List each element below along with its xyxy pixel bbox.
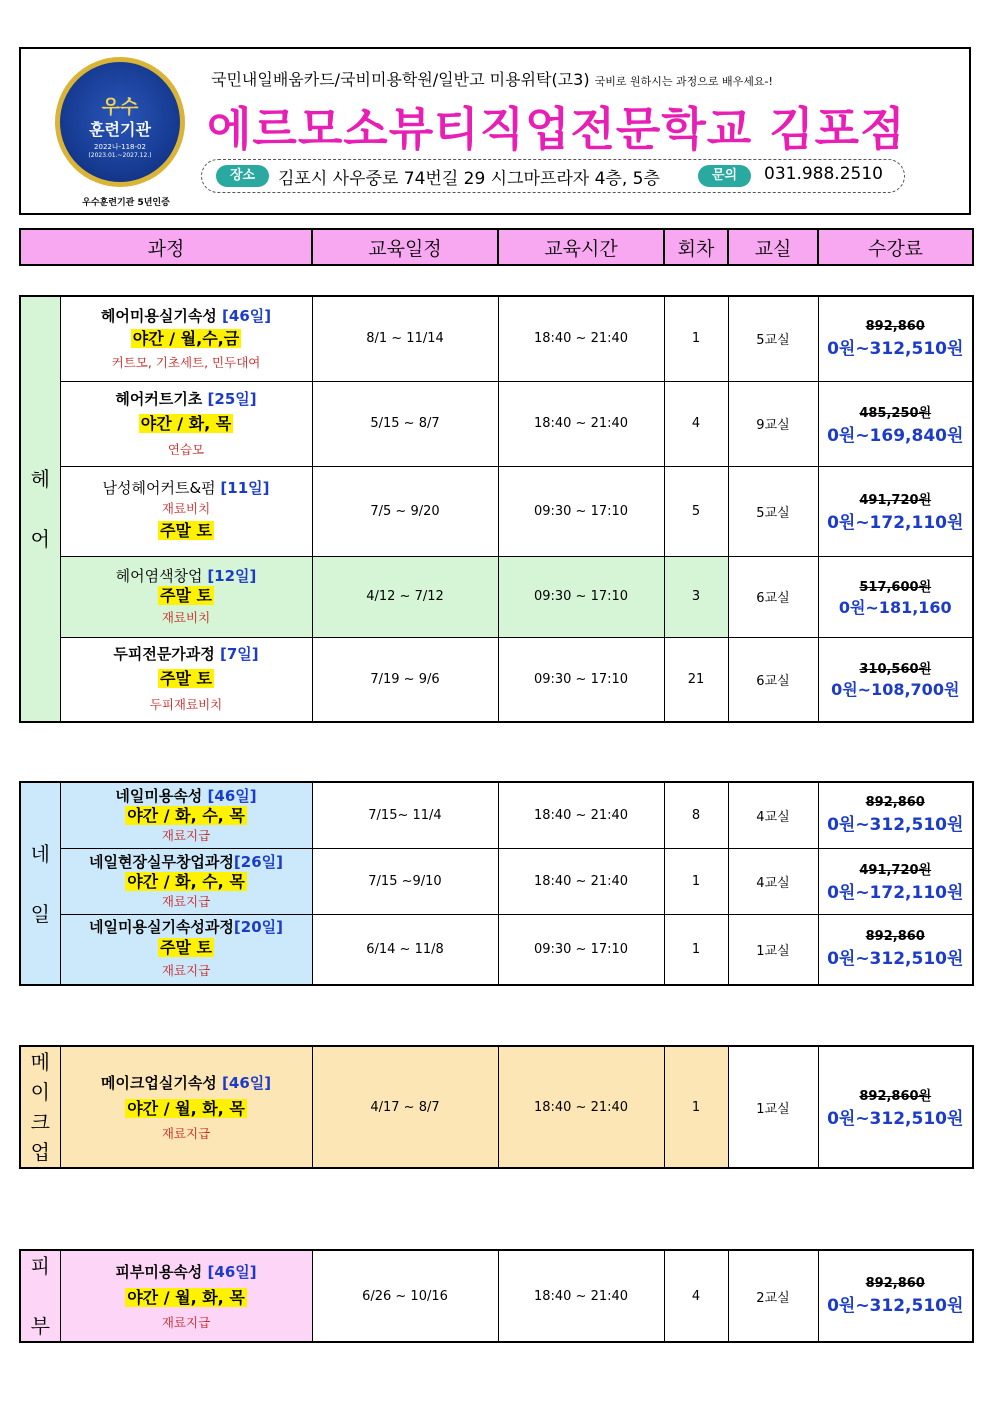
course-days: [46일] <box>207 787 257 806</box>
course-cell <box>60 782 312 848</box>
category-char: 업 <box>30 1140 50 1164</box>
category-hair <box>20 296 60 722</box>
fee-cell <box>818 296 973 381</box>
school-name: 에르모소뷰티직업전문학교 김포점 <box>207 102 906 156</box>
round: 1 <box>664 848 728 914</box>
section-nail <box>19 781 974 986</box>
category-nail <box>20 782 60 985</box>
fee: 0원~181,160 <box>838 597 952 617</box>
time: 18:40 ~ 21:40 <box>498 381 664 466</box>
category-skin <box>20 1250 60 1342</box>
course-note: 재료비치 <box>161 501 211 516</box>
time: 09:30 ~ 17:10 <box>498 914 664 985</box>
period: 7/19 ~ 9/6 <box>312 637 498 722</box>
fee-cell <box>818 1046 973 1168</box>
original-fee: 517,600원 <box>859 579 932 595</box>
section-skin <box>19 1249 974 1343</box>
seal-code: 2022나-118-02 <box>94 143 146 151</box>
tagline-small: 국비로 원하시는 과정으로 배우세요-! <box>594 75 773 88</box>
course-note: 재료지급 <box>161 963 211 979</box>
original-fee: 892,860 <box>865 318 925 334</box>
period: 6/14 ~ 11/8 <box>312 914 498 985</box>
fee-cell <box>818 848 973 914</box>
course-schedule: 야간 / 월,수,금 <box>132 328 240 348</box>
fee: 0원~169,840원 <box>827 425 964 446</box>
room: 4교실 <box>728 782 818 848</box>
original-fee: 892,860 <box>865 1276 925 1291</box>
excellent-training-seal-icon <box>55 57 185 187</box>
course-name: 남성헤어커트&펌 <box>102 479 216 497</box>
section-hair <box>19 295 974 723</box>
original-fee: 892,860 <box>865 795 925 811</box>
table-row[interactable] <box>20 1046 973 1168</box>
original-fee: 310,560원 <box>859 662 932 678</box>
course-name: 메이크업실기속성 <box>100 1074 217 1092</box>
period: 4/12 ~ 7/12 <box>312 556 498 637</box>
fee: 0원~108,700원 <box>831 680 960 700</box>
time: 18:40 ~ 21:40 <box>498 1046 664 1168</box>
table-row[interactable] <box>20 466 973 556</box>
time: 18:40 ~ 21:40 <box>498 296 664 381</box>
category-char: 네 <box>30 841 50 866</box>
time: 18:40 ~ 21:40 <box>498 848 664 914</box>
contact-pill: 문의 <box>698 165 751 187</box>
fee: 0원~312,510원 <box>827 1296 964 1316</box>
header-course: 과정 <box>20 229 312 265</box>
course-schedule: 야간 / 월, 화, 목 <box>127 1288 245 1307</box>
seal-caption: 우수훈련기관 5년인증 <box>82 198 170 208</box>
fee-cell <box>818 466 973 556</box>
location-pill: 장소 <box>216 165 269 187</box>
course-name: 두피전문가과정 <box>113 645 215 664</box>
period: 7/15~ 11/4 <box>312 782 498 848</box>
seal-top-text: 우수 <box>101 96 139 118</box>
time: 18:40 ~ 21:40 <box>498 782 664 848</box>
category-char: 부 <box>30 1314 50 1338</box>
period: 7/5 ~ 9/20 <box>312 466 498 556</box>
course-schedule: 야간 / 화, 수, 목 <box>127 872 245 891</box>
course-name: 피부미용속성 <box>115 1263 203 1281</box>
category-char: 일 <box>30 901 50 926</box>
period: 8/1 ~ 11/14 <box>312 296 498 381</box>
room: 1교실 <box>728 1046 818 1168</box>
category-char: 피 <box>30 1254 50 1278</box>
fee-cell <box>818 782 973 848</box>
round: 8 <box>664 782 728 848</box>
fee: 0원~312,510원 <box>827 1109 964 1129</box>
course-name: 헤어미용실기속성 <box>100 306 217 325</box>
category-char: 이 <box>30 1080 50 1104</box>
fee: 0원~172,110원 <box>827 513 964 533</box>
course-note: 재료지급 <box>161 894 211 909</box>
course-cell <box>60 637 312 722</box>
table-row[interactable] <box>20 848 973 914</box>
seal-main-text: 훈련기관 <box>89 120 151 139</box>
course-name: 네일미용실기속성과정 <box>89 918 234 937</box>
round: 4 <box>664 1250 728 1342</box>
category-char: 메 <box>30 1050 50 1074</box>
course-schedule: 야간 / 화, 수, 목 <box>127 806 245 826</box>
course-schedule: 주말 토 <box>160 669 212 689</box>
course-days: [46일] <box>222 1074 272 1092</box>
fee: 0원~312,510원 <box>827 949 964 970</box>
course-note: 재료지급 <box>161 1126 211 1141</box>
course-note: 커트모, 기초세트, 민두대여 <box>111 354 261 370</box>
course-cell <box>60 556 312 637</box>
round: 4 <box>664 381 728 466</box>
course-cell <box>60 466 312 556</box>
seal-period: (2023.01.~2027.12.) <box>88 152 152 159</box>
period: 5/15 ~ 8/7 <box>312 381 498 466</box>
header-time: 교육시간 <box>498 229 664 265</box>
course-schedule: 주말 토 <box>160 585 212 605</box>
course-cell <box>60 296 312 381</box>
category-char: 헤 <box>30 467 50 491</box>
course-schedule: 야간 / 화, 목 <box>140 413 232 433</box>
room: 4교실 <box>728 848 818 914</box>
table-row[interactable] <box>20 296 973 381</box>
category-char: 어 <box>30 527 50 551</box>
time: 09:30 ~ 17:10 <box>498 466 664 556</box>
round: 5 <box>664 466 728 556</box>
category-char: 크 <box>30 1110 50 1134</box>
course-days: [46일] <box>207 1263 257 1281</box>
course-name: 네일현장실무창업과정 <box>89 853 234 871</box>
course-note: 연습모 <box>167 441 205 457</box>
course-note: 두피재료비치 <box>149 697 223 713</box>
original-fee: 491,720원 <box>859 863 932 878</box>
time: 18:40 ~ 21:40 <box>498 1250 664 1342</box>
table-row[interactable] <box>20 1250 973 1342</box>
column-header-table <box>19 228 974 266</box>
course-cell <box>60 1046 312 1168</box>
fee-cell <box>818 637 973 722</box>
course-days: [46일] <box>222 306 272 325</box>
course-schedule: 야간 / 월, 화, 목 <box>127 1099 245 1118</box>
course-note: 재료비치 <box>161 609 211 625</box>
fee-cell <box>818 1250 973 1342</box>
round: 1 <box>664 914 728 985</box>
course-days: [26일] <box>233 853 283 871</box>
room: 9교실 <box>728 381 818 466</box>
course-cell <box>60 914 312 985</box>
round: 1 <box>664 296 728 381</box>
course-name: 헤어커트기초 <box>115 389 203 408</box>
fee: 0원~312,510원 <box>827 815 964 836</box>
section-makeup <box>19 1045 974 1169</box>
course-schedule: 주말 토 <box>160 938 212 958</box>
room: 5교실 <box>728 296 818 381</box>
table-row[interactable] <box>20 556 973 637</box>
round: 1 <box>664 1046 728 1168</box>
course-days: [25일] <box>207 389 257 408</box>
fee: 0원~312,510원 <box>827 338 964 359</box>
fee-cell <box>818 381 973 466</box>
phone-number[interactable]: 031.988.2510 <box>764 164 883 184</box>
header-round: 회차 <box>664 229 728 265</box>
table-row[interactable] <box>20 914 973 985</box>
period: 6/26 ~ 10/16 <box>312 1250 498 1342</box>
info-bar <box>201 159 905 193</box>
header-banner <box>19 47 971 215</box>
table-row[interactable] <box>20 782 973 848</box>
original-fee: 892,860 <box>865 929 925 945</box>
course-schedule: 주말 토 <box>160 521 212 540</box>
room: 2교실 <box>728 1250 818 1342</box>
time: 09:30 ~ 17:10 <box>498 556 664 637</box>
course-cell <box>60 1250 312 1342</box>
fee-cell <box>818 556 973 637</box>
course-cell <box>60 848 312 914</box>
header-schedule: 교육일정 <box>312 229 498 265</box>
time: 09:30 ~ 17:10 <box>498 637 664 722</box>
room: 1교실 <box>728 914 818 985</box>
table-row[interactable] <box>20 381 973 466</box>
room: 5교실 <box>728 466 818 556</box>
header-fee: 수강료 <box>818 229 973 265</box>
original-fee: 485,250원 <box>859 405 932 421</box>
table-row[interactable] <box>20 637 973 722</box>
course-days: [7일] <box>220 645 259 664</box>
round: 21 <box>664 637 728 722</box>
category-makeup <box>20 1046 60 1168</box>
course-note: 재료지급 <box>161 1315 211 1330</box>
course-note: 재료지급 <box>161 828 211 844</box>
course-cell <box>60 381 312 466</box>
period: 7/15 ~9/10 <box>312 848 498 914</box>
room: 6교실 <box>728 637 818 722</box>
fee: 0원~172,110원 <box>827 883 964 903</box>
period: 4/17 ~ 8/7 <box>312 1046 498 1168</box>
tagline <box>211 67 773 90</box>
original-fee: 491,720원 <box>859 493 932 508</box>
course-name: 네일미용속성 <box>115 787 203 806</box>
room: 6교실 <box>728 556 818 637</box>
fee-cell <box>818 914 973 985</box>
location-text: 김포시 사우중로 74번길 29 시그마프라자 4층, 5층 <box>278 169 660 189</box>
course-days: [11일] <box>220 479 270 497</box>
header-room: 교실 <box>728 229 818 265</box>
course-days: [12일] <box>207 566 257 585</box>
course-days: [20일] <box>233 918 283 937</box>
course-name: 헤어염색창업 <box>115 566 203 585</box>
tagline-main: 국민내일배움카드/국비미용학원/일반고 미용위탁(고3) <box>211 70 590 89</box>
original-fee: 892,860원 <box>859 1089 932 1104</box>
round: 3 <box>664 556 728 637</box>
